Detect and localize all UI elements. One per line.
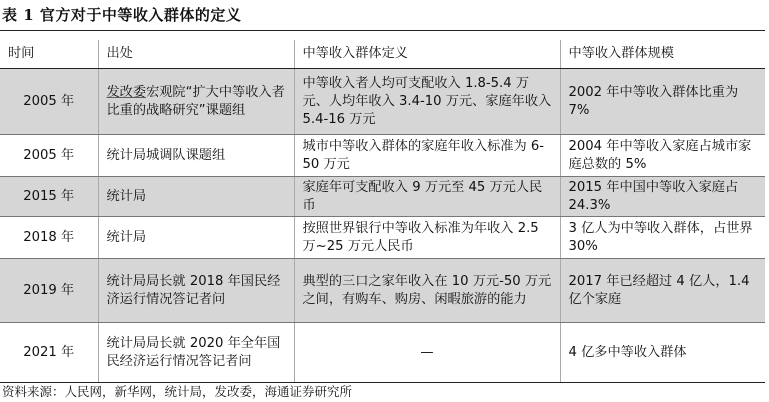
cell-time: 2021 年 (0, 323, 98, 383)
cell-scale: 2017 年已经超过 4 亿人，1.4 亿个家庭 (560, 259, 765, 323)
cell-definition: 典型的三口之家年收入在 10 万元-50 万元之间，有购车、购房、闲暇旅游的能力 (294, 259, 560, 323)
title-divider (0, 30, 765, 31)
cell-scale: 3 亿人为中等收入群体，占世界 30% (560, 217, 765, 259)
cell-time: 2015 年 (0, 177, 98, 217)
source-org-link-text: 发改委 (106, 84, 147, 100)
cell-source: 统计局 (98, 217, 294, 259)
cell-source: 统计局 (98, 177, 294, 217)
cell-time: 2005 年 (0, 69, 98, 135)
source-footnote: 资料来源：人民网，新华网，统计局，发改委，海通证券研究所 (2, 384, 353, 399)
cell-definition: — (294, 323, 560, 383)
cell-definition: 按照世界银行中等收入标准为年收入 2.5 万~25 万元人民币 (294, 217, 560, 259)
cell-source (98, 69, 294, 135)
cell-time: 2019 年 (0, 259, 98, 323)
header-source: 出处 (98, 40, 294, 69)
header-scale: 中等收入群体规模 (560, 40, 765, 69)
header-time: 时间 (0, 40, 98, 69)
definition-table (0, 40, 765, 383)
cell-time: 2018 年 (0, 217, 98, 259)
table-row (0, 323, 765, 383)
cell-scale: 2002 年中等收入群体比重为 7% (560, 69, 765, 135)
cell-source: 统计局局长就 2020 年全年国民经济运行情况答记者问 (98, 323, 294, 383)
cell-scale: 4 亿多中等收入群体 (560, 323, 765, 383)
table-row (0, 259, 765, 323)
cell-time: 2005 年 (0, 135, 98, 177)
table-row (0, 177, 765, 217)
cell-scale: 2004 年中等收入家庭占城市家庭总数的 5% (560, 135, 765, 177)
cell-source: 统计局城调队课题组 (98, 135, 294, 177)
cell-definition: 家庭年可支配收入 9 万元至 45 万元人民币 (294, 177, 560, 217)
header-definition: 中等收入群体定义 (294, 40, 560, 69)
table-title: 表 1 官方对于中等收入群体的定义 (2, 6, 242, 24)
cell-source: 统计局局长就 2018 年国民经济运行情况答记者问 (98, 259, 294, 323)
cell-definition: 城市中等收入群体的家庭年收入标准为 6-50 万元 (294, 135, 560, 177)
cell-scale: 2015 年中国中等收入家庭占 24.3% (560, 177, 765, 217)
source-rest-text: 宏观院“扩大中等收入者比重的战略研究”课题组 (106, 84, 285, 118)
table-row (0, 135, 765, 177)
table-row (0, 69, 765, 135)
cell-definition: 中等收入者人均可支配收入 1.8-5.4 万元、人均年收入 3.4-10 万元、家庭年收入 5.4-16 万元 (294, 69, 560, 135)
table-header-row (0, 40, 765, 69)
table-row (0, 217, 765, 259)
